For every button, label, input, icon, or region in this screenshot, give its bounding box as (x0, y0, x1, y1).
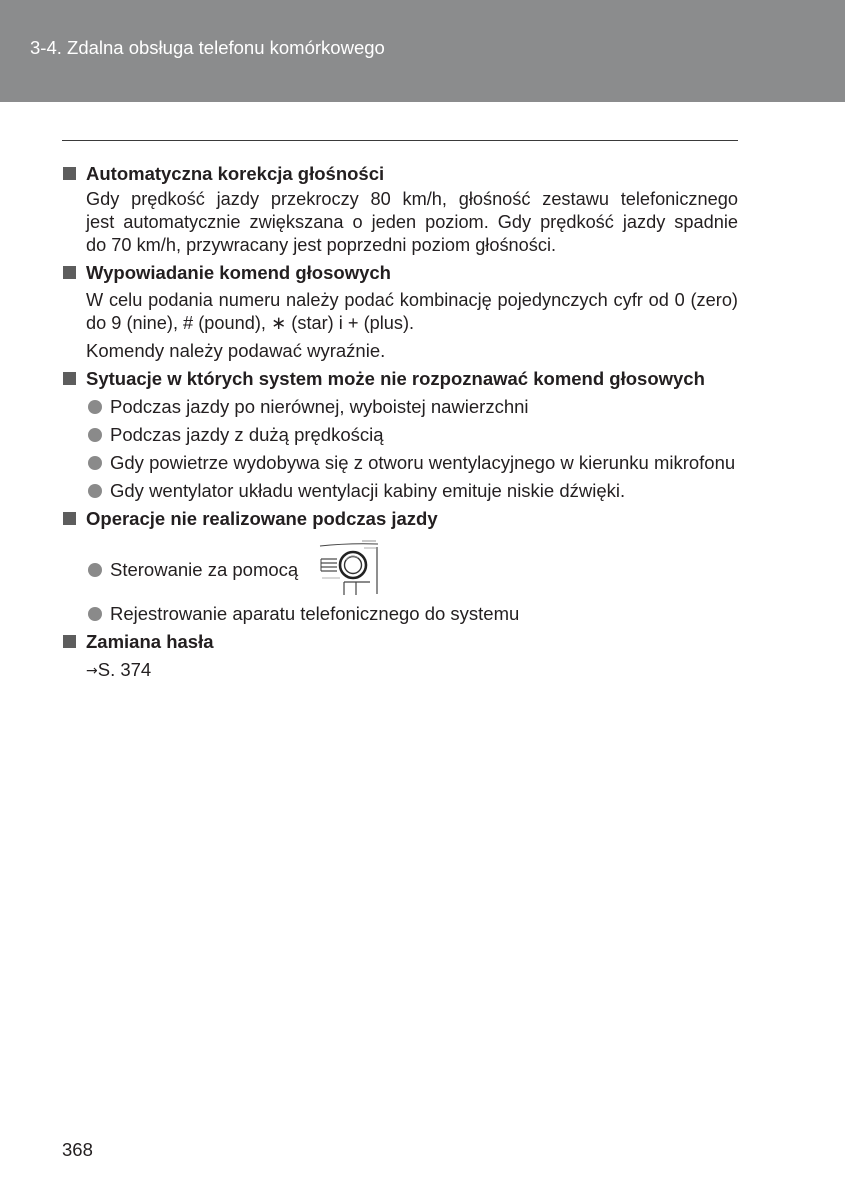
section-heading-recognition-issues (0, 367, 845, 390)
page-number: 368 (62, 1139, 93, 1160)
page-reference-text: S. 374 (97, 659, 152, 680)
list-item (0, 395, 845, 418)
square-bullet-icon (63, 635, 76, 648)
paragraph-line: jest automatycznie zwiększana o jeden poziom. Gdy prędkość jazdy spadnie (86, 212, 738, 232)
list-item-text: Podczas jazdy z dużą prędkością (110, 424, 384, 445)
section-heading-text: Zamiana hasła (86, 631, 214, 652)
list-item-text: Rejestrowanie aparatu telefonicznego do systemu (110, 603, 520, 624)
list-item-text: Gdy powietrze wydobywa się z otworu wentylacyjnego w kierunku mikrofonu (110, 452, 736, 473)
circle-bullet-icon (88, 428, 102, 442)
square-bullet-icon (63, 372, 76, 385)
radio-tune-knob-icon (318, 539, 380, 595)
list-item-text: Podczas jazdy po nierównej, wyboistej nawierzchni (110, 396, 529, 417)
page-reference (86, 658, 151, 681)
list-item (0, 423, 845, 446)
section-note: Komendy należy podawać wyraźnie. (86, 340, 386, 361)
section-paragraph (86, 188, 738, 257)
paragraph-line: W celu podania numeru należy podać kombinację pojedynczych cyfr od 0 (zero) (86, 290, 738, 310)
list-item-text: Gdy wentylator układu wentylacji kabiny emituje niskie dźwięki. (110, 480, 626, 501)
list-item (0, 602, 845, 625)
chapter-header-bar (0, 0, 845, 102)
circle-bullet-icon (88, 484, 102, 498)
list-item-text: Sterowanie za pomocą (110, 559, 299, 580)
list-item (0, 479, 845, 502)
arrow-right-icon: → (86, 663, 98, 679)
section-heading-text: Sytuacje w których system może nie rozpoznawać komend głosowych (86, 368, 705, 389)
section-heading-change-password (0, 630, 845, 653)
paragraph-line: do 70 km/h, przywracany jest poprzedni poziom głośności. (86, 235, 557, 255)
section-heading-text: Automatyczna korekcja głośności (86, 163, 385, 184)
chapter-title: 3-4. Zdalna obsługa telefonu komórkowego (30, 37, 385, 58)
section-heading-volume-correction (0, 162, 845, 185)
section-paragraph (86, 289, 738, 335)
square-bullet-icon (63, 167, 76, 180)
list-item (0, 558, 845, 581)
square-bullet-icon (63, 512, 76, 525)
paragraph-line: do 9 (nine), # (pound), ∗ (star) i + (plus). (86, 313, 415, 333)
circle-bullet-icon (88, 456, 102, 470)
list-item (0, 451, 845, 474)
section-heading-disabled-while-driving (0, 507, 845, 530)
top-divider (62, 140, 738, 141)
section-heading-text: Wypowiadanie komend głosowych (86, 262, 391, 283)
circle-bullet-icon (88, 607, 102, 621)
circle-bullet-icon (88, 400, 102, 414)
circle-bullet-icon (88, 563, 102, 577)
section-heading-text: Operacje nie realizowane podczas jazdy (86, 508, 438, 529)
square-bullet-icon (63, 266, 76, 279)
section-heading-voice-commands (0, 261, 845, 284)
paragraph-line: Gdy prędkość jazdy przekroczy 80 km/h, głośność zestawu telefonicznego (86, 189, 738, 209)
